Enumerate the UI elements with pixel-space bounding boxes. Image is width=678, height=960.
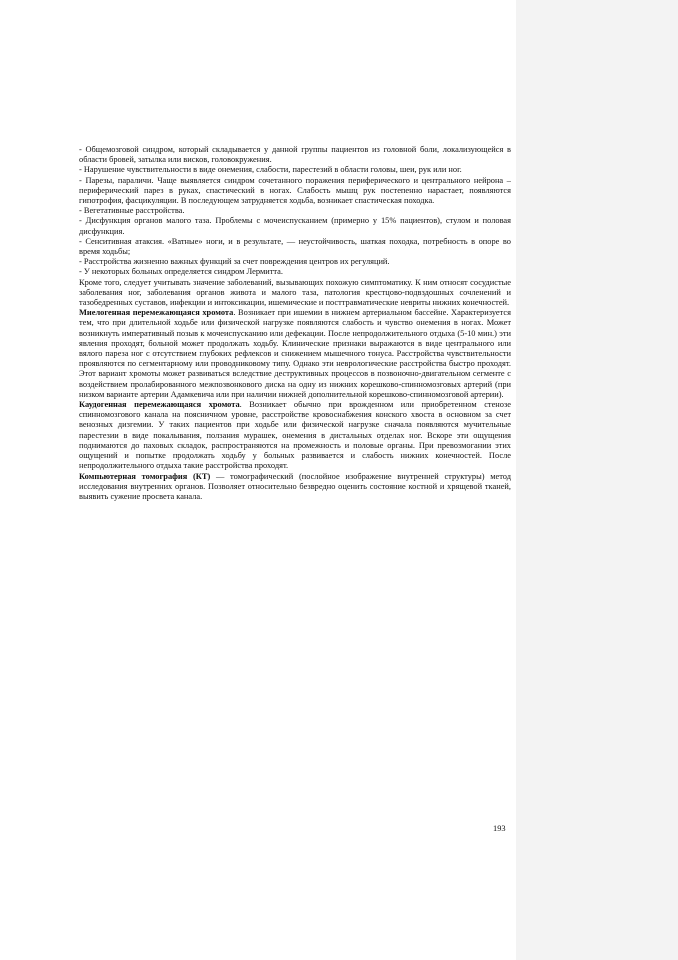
bold-term: Компьютерная томография (КТ) [79,471,211,481]
page-text [79,145,511,502]
paragraph: - Сенситивная атаксия. «Ватные» ноги, и в результате, — неустойчивость, шаткая походка, потребность в опоре во время ходьбы; [79,236,511,257]
paragraph: - Дисфункция органов малого таза. Проблемы с мочеиспусканием (примерно у 15% пациентов), стулом и половая дисфункция. [79,216,511,236]
comment-pane [516,0,678,960]
paragraph: Компьютерная томография (КТ) — томографический (послойное изображение внутренней структуры) метод исследования внутренних органов. Позволяет относительно безвредно оценить состояние костной и хрящевой тканей, выявить сужение просвета канала. [79,471,511,501]
paragraph: - Общемозговой синдром, который складывается у данной группы пациентов из головной боли, локализующейся в области бровей, затылка или висков, головокружения. [79,145,511,165]
paragraph: - У некоторых больных определяется синдром Лермитта. [79,267,283,277]
paragraph: Миелогенная перемежающаяся хромота. Возникает при ишемии в нижнем артериальном бассейне. Характеризуется тем, что при длительной ходьбе или физической нагрузке появляются слабость и чувство онемения в ногах. Может возникнуть императивный позыв к мочеиспусканию или дефекации. После непродолжительного отдыха (5-10 мин.) эти явления проходят, больной может продолжать ходьбу. Клинические признаки выражаются в виде центрального или вялого пареза ног с отсутствием глубоких рефлексов и снижением мышечного тонуса. Расстройства чувствительности проявляются по сегментарному или проводниковому типу. Однако эти неврологические расстройства быстро проходят. Этот вариант хромоты может развиваться вследствие деструктивных процессов в позвоночно-двигательном сегменте с воздействием пролабированного межпозвонкового диска на одну из нижних корешково-спинномозговых артерий (при низком варианте артерии Адамкевича или при наличии нижней дополнительной корешково-спинномозговой артерии). [79,308,511,399]
page-number: 193 [493,824,506,833]
paragraph: - Расстройства жизненно важных функций за счет повреждения центров их регуляций. [79,257,390,267]
paragraph: - Нарушение чувствительности в виде онемения, слабости, парестезий в области головы, шеи, рук или ног. [79,165,462,175]
paragraph: - Парезы, параличи. Чаще выявляется синдром сочетанного поражения периферического и центрального нейрона – периферический парез в руках, спастический в ногах. Слабость мышц рук постепенно нарастает, появляются гипотрофия, фасцикуляции. В последующем затрудняется ходьба, возникает спастическая походка. [79,175,511,206]
paragraph: Каудогенная перемежающаяся хромота. Возникает обычно при врожденном или приобретенном стенозе спинномозгового канала на поясничном уровне, расстройстве кровоснабжения конского хвоста в основном за счет венозных дизгемии. У таких пациентов при ходьбе или физической нагрузке сначала появляются мучительные парестезии в виде покалывания, ползания мурашек, онемения в дистальных отделах ног. Вскоре эти ощущения поднимаются до паховых складок, распространяются на промежность и половые органы. При превозмогании этих ощущений и попытке продолжать ходьбу у больных развивается и слабость нижних конечностей. После непродолжительного отдыха такие расстройства проходят. [79,400,511,471]
paragraph: - Вегетативные расстройства. [79,206,185,216]
paragraph: Кроме того, следует учитывать значение заболеваний, вызывающих похожую симптоматику. К ним относят сосудистые заболевания ног, заболевания органов живота и малого таза, патология крестцово-подвздошных сочленений и тазобедренных суставов, инфекции и интоксикации, ишемические и посттравматические невриты нижних конечностей. [79,277,511,308]
bold-term: Каудогенная перемежающаяся хромота [79,400,240,410]
bold-term: Миелогенная перемежающаяся хромота [79,308,234,318]
